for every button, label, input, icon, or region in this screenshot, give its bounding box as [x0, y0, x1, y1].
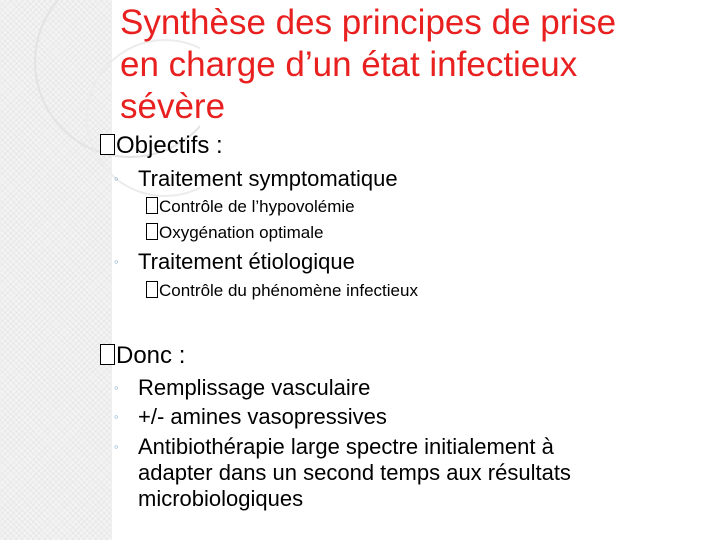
section-label: Objectifs : — [116, 132, 223, 159]
bullet-text: Antibiothérapie large spectre initialement à — [138, 434, 554, 459]
missing-glyph-icon — [100, 344, 115, 365]
bullet-icon: ◦ — [114, 171, 119, 186]
bullet-continuation — [138, 486, 303, 512]
bullet-text: microbiologiques — [138, 486, 304, 511]
missing-glyph-icon — [146, 197, 158, 214]
bullet-continuation — [138, 460, 571, 486]
title-line: Synthèse des principes de prise — [120, 3, 617, 42]
title-line: en charge d’un état infectieux — [120, 45, 578, 84]
bullet-text: +/- amines vasopressives — [138, 404, 387, 429]
bullet-text: Remplissage vasculaire — [138, 375, 371, 400]
section-objectifs — [100, 132, 223, 160]
slide-title — [120, 2, 680, 128]
sub-bullet-item — [146, 280, 418, 302]
sub-bullet-item — [146, 222, 323, 244]
bullet-icon: ◦ — [114, 254, 119, 269]
bullet-icon: ◦ — [114, 439, 119, 454]
bullet-item — [114, 375, 370, 401]
bullet-item — [114, 166, 398, 192]
bullet-item — [114, 249, 355, 275]
sub-bullet-text: Contrôle du phénomène infectieux — [159, 281, 418, 300]
missing-glyph-icon — [100, 134, 115, 155]
title-line: sévère — [120, 87, 226, 126]
bullet-icon: ◦ — [114, 380, 119, 395]
bullet-text: adapter dans un second temps aux résultats — [138, 460, 571, 485]
sub-bullet-item — [146, 196, 355, 218]
sub-bullet-text: Contrôle de l’hypovolémie — [159, 197, 355, 216]
bullet-text: Traitement symptomatique — [138, 166, 398, 191]
bullet-text: Traitement étiologique — [138, 249, 355, 274]
bullet-item — [114, 404, 387, 430]
bullet-item — [114, 434, 554, 460]
missing-glyph-icon — [146, 281, 158, 298]
missing-glyph-icon — [146, 223, 158, 240]
section-donc — [100, 342, 185, 370]
sub-bullet-text: Oxygénation optimale — [159, 223, 324, 242]
section-label: Donc : — [116, 342, 186, 369]
bullet-icon: ◦ — [114, 409, 119, 424]
